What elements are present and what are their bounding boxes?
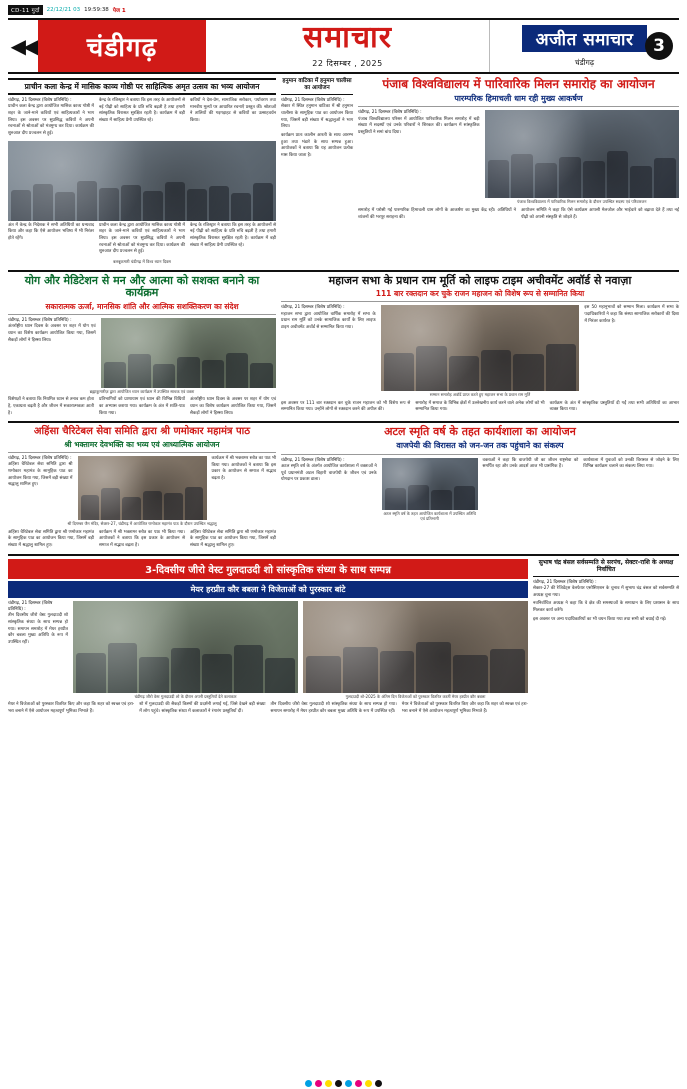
story-5-para-3: कार्यक्रम के अंत में सांस्कृतिक प्रस्तुतियाँ दी गईं तथा सभी अतिथियों का आभार व्यक्त किया गया। <box>549 400 679 413</box>
masthead-left-arrows: ◀◀ <box>10 34 36 58</box>
story-3-subhead: पारम्परिक हिमाचली धाम रही मुख्य आकर्षण <box>454 93 583 103</box>
story-7-headline: अटल स्मृति वर्ष के तहत कार्यशाला का आयोजन <box>384 425 576 439</box>
story-7-photo <box>382 458 478 510</box>
story-8-photo-caption-right: गुलदाउदी शो-2025 के अंतिम दिन विजेताओं को पुरस्कार वितरित करतीं मेयर हरप्रीत कौर बबला <box>345 693 486 699</box>
story-1-para-0: प्राचीन कला केन्द्र द्वारा आयोजित मासिक काव्य गोष्ठी में शहर के जाने-माने कवियों एवं साहित्यकारों ने भाग लिया। इस अवसर पर सुप्रसिद्ध कवियों ने अपनी रचनाओं से श्रोताओं को मंत्रमुग्ध कर दिया। कार्यक्रम की शुरुआत दीप प्रज्वलन से हुई। <box>8 104 94 137</box>
story-5-headline: महाजन सभा के प्रधान राम मूर्ति को लाइफ टाइम अचीवमेंट अवॉर्ड से नवाज़ा <box>328 273 632 287</box>
story-6-para-1: कार्यक्रम में श्री भक्तामर स्तोत्र का पाठ भी किया गया। आयोजकों ने बताया कि इस प्रकार के आयोजन से समाज में सद्भाव बढ़ता है। <box>211 455 276 481</box>
story-1-para-1: केन्द्र के रजिस्ट्रार ने बताया कि इस तरह के आयोजनों से नई पीढ़ी को साहित्य के प्रति रुचि बढ़ती है तथा हमारी सांस्कृतिक विरासत सुरक्षित रहती है। कार्यक्रम में बड़ी संख्या में साहित्य प्रेमी उपस्थित रहे। <box>99 98 185 123</box>
story-7-para-0: अटल स्मृति वर्ष के अंतर्गत आयोजित कार्यशाला में वक्ताओं ने पूर्व प्रधानमंत्री अटल बिहारी वाजपेयी के जीवन एवं उनके योगदान पर प्रकाश डाला। <box>281 464 377 483</box>
story-7-para-1: वक्ताओं ने कहा कि वाजपेयी जी का जीवन राष्ट्रसेवा को समर्पित रहा और उनके आदर्श आज भी प्रासंगिक हैं। <box>482 457 579 470</box>
story-8-para-1: मेयर ने विजेताओं को पुरस्कार वितरित किए और कहा कि शहर को स्वच्छ एवं हरा-भरा बनाने में ऐसे आयोजन महत्वपूर्ण भूमिका निभाते हैं। <box>8 702 135 714</box>
story-4-headline: योग और मेडिटेशन से मन और आत्मा को सशक्त बनाने का कार्यक्रम <box>24 273 260 300</box>
story-8-para-0: तीन दिवसीय जीरो वेस्ट गुलदाउदी शो सांस्कृतिक संध्या के साथ सम्पन्न हो गया। समापन समारोह में मेयर हरप्रीत कौर बबला मुख्य अतिथि के रूप में उपस्थित रहीं। <box>8 613 68 645</box>
masthead <box>8 18 679 74</box>
story-6-photo-caption: श्री दिगम्बर जैन मंदिर, सेक्टर-27, चंडीगढ़ में आयोजित णमोकार महामंत्र पाठ के दौरान उपस्थित श्रद्धालु <box>67 520 217 526</box>
meta-time: 19:59:38 <box>84 7 109 13</box>
masthead-city: चंडीगढ़ <box>38 20 206 72</box>
story-3 <box>358 78 679 266</box>
story-5-side-note: इस 50 महानुभावों को सम्मान मिला। कार्यक्रम में सभा के पदाधिकारियों ने कहा कि संस्था सामाजिक सरोकारों की दिशा में निरंतर कार्यरत है। <box>584 305 680 324</box>
story-9 <box>533 559 679 716</box>
story-6-subhead: श्री भक्तामर देवभक्ति का भव्य एवं आध्यात्मिक आयोजन <box>64 439 220 449</box>
story-1-para-3b: प्राचीन कला केन्द्र द्वारा आयोजित मासिक काव्य गोष्ठी में शहर के जाने-माने कवियों एवं साहित्यकारों ने भाग लिया। इस अवसर पर सुप्रसिद्ध कवियों ने अपनी रचनाओं से श्रोताओं को मंत्रमुग्ध कर दिया। कार्यक्रम की शुरुआत दीप प्रज्वलन से हुई। <box>99 222 185 255</box>
story-3-photo-caption: पंजाब विश्वविद्यालय में पारिवारिक मिलन समारोह के दौरान उपस्थित सदस्य एवं परिवारजन <box>517 199 647 205</box>
story-4-para-1: विशेषज्ञों ने बताया कि नियमित ध्यान से तनाव कम होता है, एकाग्रता बढ़ती है और जीवन में सकारात्मकता आती है। <box>8 397 94 416</box>
band-lower <box>8 426 679 549</box>
story-7-byline: चंडीगढ़, 21 दिसम्बर (विशेष प्रतिनिधि) : <box>281 457 345 463</box>
story-8-headline: 3-दिवसीय जीरो वेस्ट गुलदाउदी शो सांस्कृतिक संध्या के साथ सम्पन्न <box>8 559 528 579</box>
story-7-subhead: वाजपेयी की विरासत को जन-जन तक पहुंचाने का संकल्प <box>396 441 564 451</box>
masthead-title-block <box>206 20 489 72</box>
story-8-para-2: शो में गुलदाउदी की सैकड़ों किस्मों की प्रदर्शनी लगाई गई, जिसे देखने बड़ी संख्या में लोग पहुंचे। सांस्कृतिक संध्या में कलाकारों ने रंगारंग प्रस्तुतियाँ दीं। <box>139 702 266 714</box>
band-middle <box>8 275 679 418</box>
story-7-photo-caption: अटल स्मृति वर्ष के तहत आयोजित कार्यशाला में उपस्थित अतिथि एवं प्रतिभागी <box>383 510 476 522</box>
story-8-photo-caption-left: चंडीगढ़ जीरो वेस्ट गुलदाउदी शो के दौरान अपनी प्रस्तुतियाँ देते कलाकार <box>134 693 237 699</box>
band-top <box>8 78 679 266</box>
story-9-para-0: सेक्टर-27 की रेजिडेंट्स वेलफेयर एसोसिएशन के चुनाव में सुभाष चंद्र बंसल को सर्वसम्मति से अध्यक्ष चुना गया। <box>533 585 679 598</box>
story-6-photo <box>78 456 207 520</box>
story-1-photo <box>8 141 276 221</box>
story-5-para-2: समारोह में समाज के विभिन्न क्षेत्रों में उल्लेखनीय कार्य करने वाले अनेक लोगों को भी सम्मानित किया गया। <box>415 400 545 413</box>
page-number-badge: 3 <box>645 32 673 60</box>
story-3-para-2: आयोजन समिति ने कहा कि ऐसे कार्यक्रम आपसी मेलजोल और भाईचारे को बढ़ावा देते हैं तथा नई पीढ़ी को अपनी संस्कृति से जोड़ते हैं। <box>521 207 679 220</box>
story-2 <box>281 78 353 266</box>
story-4-para-1b: अंतर्राष्ट्रीय ध्यान दिवस के अवसर पर शहर में योग एवं ध्यान का विशेष कार्यक्रम आयोजित किया गया, जिसमें सैकड़ों लोगों ने हिस्सा लिया। <box>190 397 276 416</box>
story-8 <box>8 559 528 716</box>
story-4-subhead: सकारात्मक ऊर्जा, मानसिक शांति और आत्मिक सशक्तिकरण का संदेश <box>45 301 239 311</box>
story-5 <box>281 275 679 418</box>
meta-page-label: पेज 1 <box>112 8 126 14</box>
meta-left-block: CD-11 गुर्दा <box>8 5 43 15</box>
story-3-byline: चंडीगढ़, 21 दिसम्बर (विशेष प्रतिनिधि) : <box>358 110 422 116</box>
story-1-para-3: अंत में केन्द्र के निदेशक ने सभी अतिथियों का धन्यवाद किया और कहा कि ऐसे आयोजन भविष्य में भी निरंतर होते रहेंगे। <box>8 222 94 242</box>
story-6-para-0b: अहिंसा चैरिटेबल सेवा समिति द्वारा श्री णमोकार महामंत्र के सामूहिक पाठ का आयोजन किया गया, जिसमें बड़ी संख्या में श्रद्धालु शामिल हुए। <box>8 529 94 548</box>
story-6-byline: चंडीगढ़, 21 दिसम्बर (विशेष प्रतिनिधि) : <box>8 455 72 461</box>
story-6-headline: अहिंसा चैरिटेबल सेवा समिति द्वारा श्री णमोकार महामंत्र पाठ <box>33 426 251 438</box>
band-bottom <box>8 559 679 716</box>
story-9-para-1: नवनिर्वाचित अध्यक्ष ने कहा कि वे क्षेत्र की समस्याओं के समाधान के लिए प्रशासन के साथ मिलकर कार्य करेंगे। <box>533 601 679 613</box>
story-8-para-0b: तीन दिवसीय जीरो वेस्ट गुलदाउदी शो सांस्कृतिक संध्या के साथ सम्पन्न हो गया। समापन समारोह में मेयर हरप्रीत कौर बबला मुख्य अतिथि के रूप में उपस्थित रहीं। <box>270 702 397 714</box>
masthead-date: 22 दिसम्बर , 2025 <box>312 59 383 68</box>
story-5-photo-caption: सम्मान समारोह अवॉर्ड प्राप्त करते हुए महाजन सभा के प्रधान राम मूर्ति <box>429 392 531 398</box>
story-6-para-1b: कार्यक्रम में श्री भक्तामर स्तोत्र का पाठ भी किया गया। आयोजकों ने बताया कि इस प्रकार के आयोजन से समाज में सद्भाव बढ़ता है। <box>99 529 185 548</box>
story-2-para-0: सेक्टर में स्थित हनुमान वाटिका में श्री हनुमान चालीसा के सामूहिक पाठ का आयोजन किया गया, जिसमें बड़ी संख्या में श्रद्धालुओं ने भाग लिया। <box>281 104 353 130</box>
story-8-photo-right <box>303 601 528 693</box>
story-7 <box>281 426 679 549</box>
story-5-photo <box>381 305 580 391</box>
story-4-para-2: प्रतिभागियों को प्राणायाम एवं ध्यान की विभिन्न विधियों का अभ्यास कराया गया। कार्यक्रम के अंत में शांति-पाठ किया गया। <box>99 397 185 416</box>
story-2-para-1: कार्यक्रम प्रातः कालीन आरती के साथ आरम्भ हुआ तथा भंडारे के साथ सम्पन्न हुआ। आयोजकों ने बताया कि यह आयोजन प्रत्येक मास किया जाता है। <box>281 133 353 158</box>
story-9-headline: सुभाष चंद्र बंसल सर्वसम्मति से सरपंच, सेक्टर-राशि के अध्यक्ष निर्वाचित <box>533 559 679 577</box>
story-9-para-2: इस अवसर पर अन्य पदाधिकारियों का भी चयन किया गया तथा सभी को बधाई दी गई। <box>533 616 667 622</box>
story-2-headline: हनुमान वाटिका में हनुमान चालीसा का आयोजन <box>281 78 353 95</box>
story-3-para-1: समारोह में परोसी गई पारम्परिक हिमाचली धाम लोगों के आकर्षण का मुख्य केंद्र रही। अतिथियों ने व्यंजनों की भरपूर सराहना की। <box>358 207 516 220</box>
story-1-para-3c: केन्द्र के रजिस्ट्रार ने बताया कि इस तरह के आयोजनों से नई पीढ़ी को साहित्य के प्रति रुचि बढ़ती है तथा हमारी सांस्कृतिक विरासत सुरक्षित रहती है। कार्यक्रम में बड़ी संख्या में साहित्य प्रेमी उपस्थित रहे। <box>190 222 276 248</box>
story-4 <box>8 275 276 418</box>
story-4-photo <box>101 318 276 388</box>
story-5-subhead: 111 बार रक्तदान कर चुके राजन महाजन को विशेष रूप से सम्मानित किया <box>375 289 585 299</box>
story-8-byline: चंडीगढ़, 21 दिसम्बर (विशेष प्रतिनिधि) : <box>8 600 53 612</box>
meta-date: 22/12/21 03 <box>46 7 81 13</box>
story-3-photo <box>485 110 679 198</box>
story-6-para-0: अहिंसा चैरिटेबल सेवा समिति द्वारा श्री णमोकार महामंत्र के सामूहिक पाठ का आयोजन किया गया, जिसमें बड़ी संख्या में श्रद्धालु शामिल हुए। <box>8 462 73 488</box>
story-9-byline: चंडीगढ़, 21 दिसम्बर (विशेष प्रतिनिधि) : <box>533 579 597 585</box>
story-6 <box>8 426 276 549</box>
story-8-para-1b: मेयर ने विजेताओं को पुरस्कार वितरित किए और कहा कि शहर को स्वच्छ एवं हरा-भरा बनाने में ऐसे आयोजन महत्वपूर्ण भूमिका निभाते हैं। <box>401 702 528 714</box>
masthead-title: समाचार <box>302 20 393 55</box>
story-1-photo-caption: बलबूकमारी चंडीगढ़ में विश्व ध्यान दिवस <box>113 259 171 264</box>
masthead-brand: अजीत समाचार <box>522 25 648 52</box>
story-6-para-0c: अहिंसा चैरिटेबल सेवा समिति द्वारा श्री णमोकार महामंत्र के सामूहिक पाठ का आयोजन किया गया, जिसमें बड़ी संख्या में श्रद्धालु शामिल हुए। <box>190 529 276 548</box>
story-1-headline: प्राचीन कला केन्द्र में मासिक काव्य गोष्ठी पर साहित्यिक अमृत उत्सव का भव्य आयोजन <box>24 82 260 91</box>
top-meta-strip <box>8 4 679 16</box>
story-5-para-1: इस अवसर पर 111 बार रक्तदान कर चुके राजन महाजन को भी विशेष रूप से सम्मानित किया गया। उन्होंने लोगों से रक्तदान करने की अपील की। <box>281 400 411 413</box>
story-4-para-0: अंतर्राष्ट्रीय ध्यान दिवस के अवसर पर शहर में योग एवं ध्यान का विशेष कार्यक्रम आयोजित किया गया, जिसमें सैकड़ों लोगों ने हिस्सा लिया। <box>8 324 96 343</box>
story-5-byline: चंडीगढ़, 21 दिसम्बर (विशेष प्रतिनिधि) : <box>281 305 345 311</box>
story-4-photo-caption: ब्रह्माकुमारीज़ द्वारा आयोजित ध्यान कार्यक्रम में उपस्थित साधक एवं वक्ता <box>89 388 195 394</box>
story-7-para-2: कार्यशाला में युवाओं को उनकी विरासत से जोड़ने के लिए विभिन्न कार्यक्रम चलाने का संकल्प लिया गया। <box>583 457 679 470</box>
story-1-para-2: कवियों ने देश-प्रेम, सामाजिक सरोकार, पर्यावरण तथा मानवीय मूल्यों पर आधारित रचनाएँ प्रस्तुत कीं। श्रोताओं ने तालियों की गड़गड़ाहट से कवियों का उत्साहवर्धन किया। <box>190 98 276 123</box>
footer-color-bar <box>0 1077 687 1089</box>
story-5-para-0: महाजन सभा द्वारा आयोजित वार्षिक समारोह में सभा के प्रधान राम मूर्ति को उनके सामाजिक कार्यों के लिए लाइफ टाइम अचीवमेंट अवॉर्ड से सम्मानित किया गया। <box>281 311 376 330</box>
story-8-subhead: मेयर हरप्रीत कौर बबला ने विजेताओं को पुरस्कार बांटे <box>8 581 528 598</box>
story-3-headline: पंजाब विश्वविद्यालय में पारिवारिक मिलन समारोह का आयोजन <box>382 77 655 91</box>
story-3-para-0: पंजाब विश्वविद्यालय परिसर में आयोजित पारिवारिक मिलन समारोह में बड़ी संख्या में सदस्यों एवं उनके परिवारों ने शिरकत की। कार्यक्रम में सांस्कृतिक प्रस्तुतियों ने समां बांध दिया। <box>358 116 480 136</box>
story-2-byline: चंडीगढ़, 21 दिसम्बर (विशेष प्रतिनिधि) : <box>281 97 345 103</box>
story-4-byline: चंडीगढ़, 21 दिसम्बर (विशेष प्रतिनिधि) : <box>8 317 72 323</box>
story-8-photo-left <box>73 601 298 693</box>
story-1 <box>8 78 276 266</box>
masthead-edition: चंडीगढ़ <box>574 57 595 67</box>
story-1-byline: चंडीगढ़, 21 दिसम्बर (विशेष प्रतिनिधि) : <box>8 98 72 103</box>
